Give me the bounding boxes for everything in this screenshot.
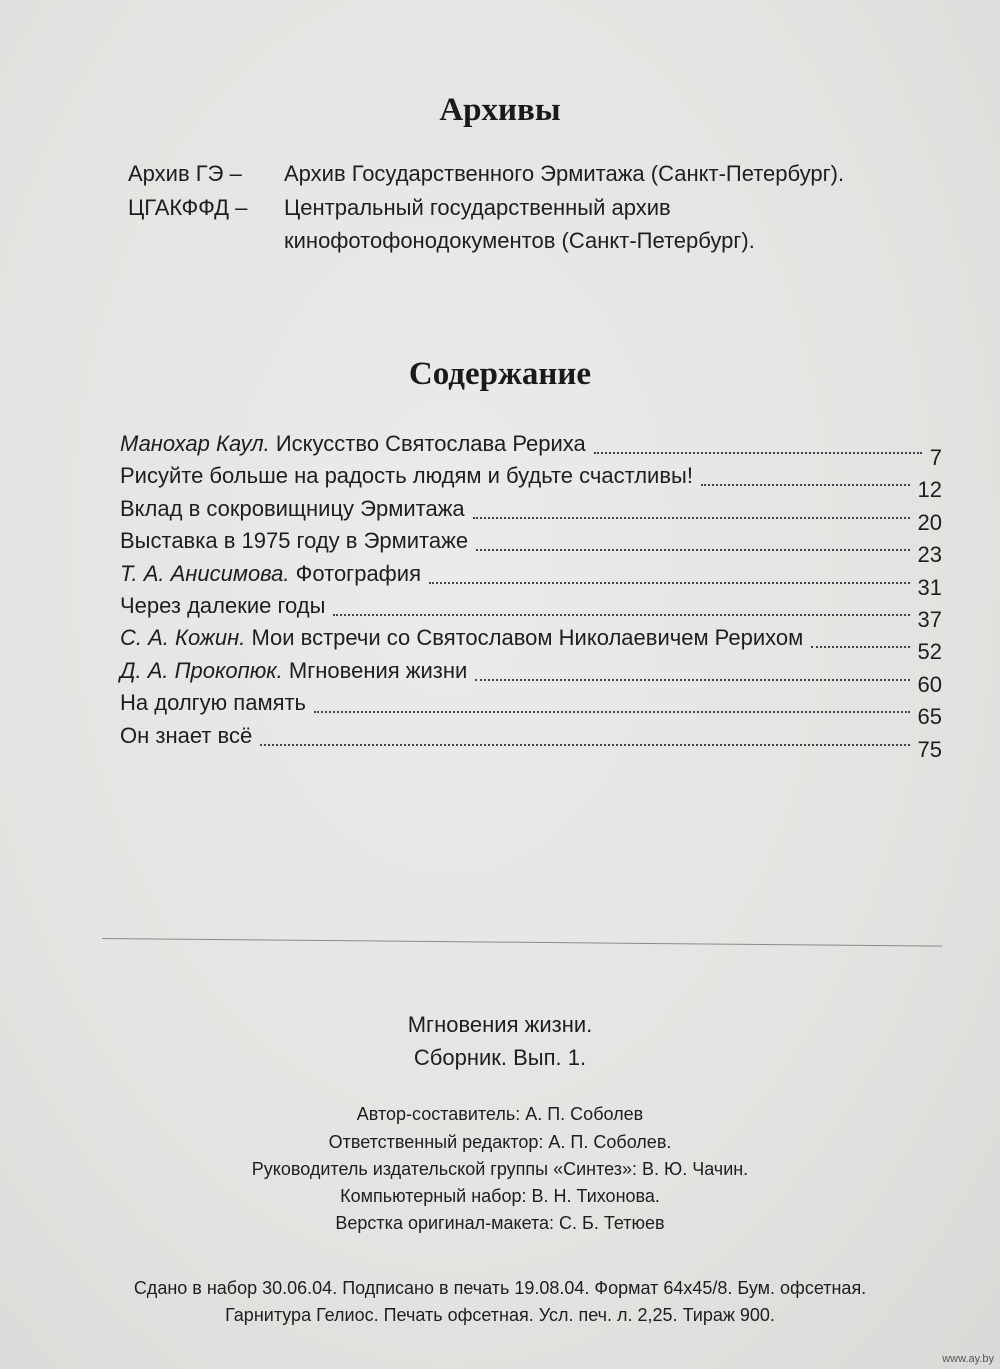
- toc-entry-page: 75: [917, 736, 942, 762]
- credit-line: Компьютерный набор: В. Н. Тихонова.: [340, 1186, 660, 1206]
- toc-entry-author: Д. А. Прокопюк.: [120, 657, 283, 683]
- toc-entry-page: 31: [917, 574, 942, 600]
- toc-entry-text: Мои встречи со Святославом Николаевичем Рерихом: [245, 625, 804, 651]
- book-subtitle-line: Сборник. Вып. 1.: [413, 1045, 587, 1070]
- toc-entry-title: [120, 720, 252, 752]
- toc-leader-dots: [811, 642, 910, 648]
- toc-entry-author: Манохар Каул.: [120, 431, 270, 456]
- toc-leader-dots: [475, 675, 910, 681]
- toc-entry: [120, 525, 942, 568]
- toc-leader-dots: [476, 545, 910, 551]
- archive-description: Центральный государственный архив: [284, 195, 671, 220]
- toc-entry-title: [120, 655, 467, 687]
- toc-leader-dots: [701, 480, 910, 486]
- toc-entry-text: Искусство Святослава Рериха: [269, 431, 586, 456]
- imprint-line: Сдано в набор 30.06.04. Подписано в печать 19.08.04. Формат 64х45/8. Бум. офсетная.: [133, 1278, 867, 1298]
- toc-entry: [120, 493, 942, 535]
- credit-line: Руководитель издательской группы «Синтез»: В. Ю. Чачин.: [251, 1159, 749, 1179]
- toc-leader-dots: [594, 448, 922, 454]
- toc-entry: [120, 428, 942, 470]
- archives-heading: Архивы: [439, 92, 561, 128]
- toc-entry-author: Т. А. Анисимова.: [120, 560, 290, 586]
- toc-entry: [120, 687, 942, 730]
- toc-entry-text: На долгую память: [120, 690, 307, 716]
- archive-abbr: ЦГАКФФД –: [128, 195, 248, 220]
- toc-entry: [120, 590, 942, 632]
- toc-leader-dots: [314, 707, 910, 713]
- book-title-line: Мгновения жизни.: [407, 1012, 593, 1037]
- toc-entry-text: Рисуйте больше на радость людям и будьте счастливы!: [120, 463, 693, 489]
- archive-abbr: Архив ГЭ –: [128, 161, 242, 186]
- toc-entry: [120, 460, 942, 503]
- toc-leader-dots: [473, 513, 910, 519]
- toc-entry-text: Мгновения жизни: [282, 657, 468, 683]
- toc-entry-text: Он знает всё: [120, 722, 253, 748]
- credit-line: Ответственный редактор: А. П. Соболев.: [328, 1132, 672, 1152]
- toc-entry-title: [120, 460, 693, 492]
- toc-entry-title: [120, 428, 586, 460]
- toc-entry-title: [120, 558, 421, 590]
- toc-entry-page: 65: [917, 704, 942, 730]
- toc-entry: [120, 622, 942, 665]
- toc-entry-page: 52: [917, 639, 942, 665]
- toc-entry-page: 60: [917, 671, 942, 697]
- credit-line: Верстка оригинал-макета: С. Б. Тетюев: [335, 1213, 665, 1233]
- toc-entry-title: [120, 525, 468, 557]
- toc-entry-text: Выставка в 1975 году в Эрмитаже: [120, 528, 469, 554]
- section-divider: [102, 938, 942, 947]
- toc-entry-page: 20: [917, 509, 942, 535]
- toc-leader-dots: [333, 610, 910, 616]
- toc-entry-page: 7: [929, 445, 942, 470]
- toc-entry-text: Фотография: [289, 560, 421, 586]
- toc-entry: [120, 655, 942, 697]
- imprint-line: Гарнитура Гелиос. Печать офсетная. Усл. печ. л. 2,25. Тираж 900.: [225, 1305, 775, 1325]
- contents-heading: Содержание: [408, 356, 592, 392]
- site-watermark: www.ay.by: [942, 1353, 994, 1365]
- toc-entry-text: Вклад в сокровищницу Эрмитажа: [120, 495, 465, 521]
- credit-line: Автор-составитель: А. П. Соболев: [356, 1104, 644, 1124]
- toc-entry-page: 37: [917, 606, 942, 632]
- toc-entry-author: С. А. Кожин.: [120, 625, 246, 651]
- toc-entry: [120, 720, 942, 762]
- toc-entry-title: [120, 622, 803, 654]
- toc-leader-dots: [429, 578, 910, 584]
- toc-entry: [120, 558, 942, 600]
- toc-entry-text: Через далекие годы: [120, 592, 326, 618]
- toc-entry-page: 12: [917, 477, 942, 503]
- toc-leader-dots: [260, 740, 910, 746]
- table-of-contents: [120, 428, 942, 762]
- toc-entry-title: [120, 493, 465, 525]
- archive-description: Архив Государственного Эрмитажа (Санкт-Петербург).: [284, 161, 845, 186]
- toc-entry-title: [120, 590, 325, 622]
- toc-entry-page: 23: [917, 542, 942, 568]
- archive-description: кинофотофонодокументов (Санкт-Петербург).: [284, 228, 755, 253]
- toc-entry-title: [120, 687, 306, 719]
